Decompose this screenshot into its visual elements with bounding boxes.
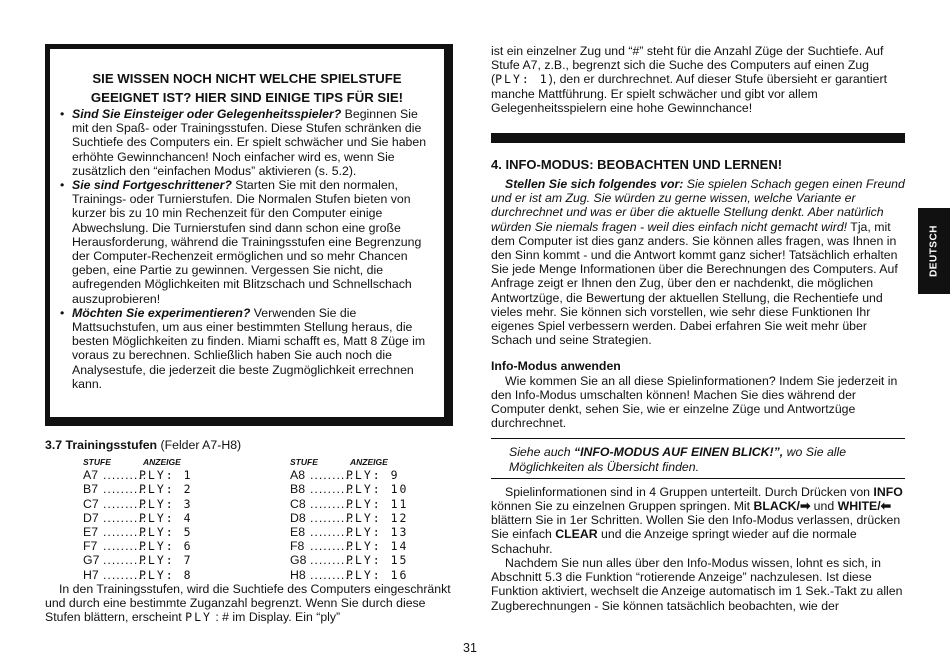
table-header xyxy=(290,457,459,468)
row-display-value: PLY: 10 xyxy=(346,482,409,497)
row-stufe: B7 xyxy=(83,482,99,497)
row-stufe: C7 xyxy=(83,496,99,511)
section-3-7 xyxy=(45,438,459,624)
bullet-dot: • xyxy=(60,107,65,121)
table-column-right xyxy=(252,457,459,582)
p1-a: Spielinformationen sind in 4 Gruppen unterteilt. Durch Drücken von xyxy=(505,484,874,499)
tip-text: Beginnen Sie mit den Spaß- oder Trainingsstufen. Diese Stufen schränken die Suchtiefe des Computers ein. Er spielt schwächer und Sie haben erhöhte Gewinnchancen! Noch einfacher wird es, wenn Sie zusätzlich den “einfachen Modus” aktivieren (s. 5.2). xyxy=(72,107,427,178)
lcd-ply-inline: PLY xyxy=(185,610,212,625)
row-dots: .......... xyxy=(103,496,148,511)
groups-paragraph xyxy=(491,485,905,556)
table-row xyxy=(290,468,459,482)
section-4-heading: 4. INFO-MODUS: BEOBACHTEN UND LERNEN! xyxy=(491,157,783,173)
table-row xyxy=(290,539,459,553)
row-dots: .......... xyxy=(310,567,355,582)
row-dots: .......... xyxy=(103,524,148,539)
intro-rest: Tja, mit dem Computer ist dies ganz anders. Sie können alles fragen, was Ihnen in den Sinn kommt - und die Antwort kommt ganz sicher! Tatsächlich erhalten Sie jede Menge Informationen über die Berechnungen des Computers. Auf Anfrage zeigt er Ihnen den Zug, über den er nachdenkt, die möglichen Antwortzüge, die Bewertung der aktuellen Stellung, die Rechentiefe und vieles mehr. Sie können sich vorstellen, wie sehr diese Funktionen Ihr eigenes Spiel verbessern werden. Dabei erfahren Sie weit mehr über Schach und seine Strategien. xyxy=(491,219,898,348)
row-display-value: PLY: 16 xyxy=(346,567,409,582)
row-stufe: D7 xyxy=(83,510,99,525)
key-info: INFO xyxy=(873,484,903,499)
tip-bullet xyxy=(60,178,434,306)
row-stufe: A7 xyxy=(83,468,99,483)
rotating-display-paragraph: Nachdem Sie nun alles über den Info-Modus wissen, lohnt es sich, in Abschnitt 5.3 die Funktion “rotierende Anzeige” nachzulesen. Ist diese Funktion aktiviert, wechselt die Anzeige automatisch im 1 Sek.-Takt zu allen Zugberechnungen - Sie können tatsächlich beobachten, wie der xyxy=(491,555,903,613)
lcd-ply-1: PLY: 1 xyxy=(495,72,549,87)
row-stufe: A8 xyxy=(290,468,306,483)
tip-text: Starten Sie mit den normalen, Trainings- oder Turnierstufen. Die Normalen Stufen bieten von kurzer bis zu 10 min Rechenzeit für den Computer einige Abwechslung. Die Turnierstufen sind dann schon eine große Herausforderung, während die Trainingsstufen eine Begrenzung der Computer-Rechenzeit ermöglichen und so mehr Chancen geben, eine Partie zu gewinnen. Vergessen Sie nicht, die aufregenden Möglichkeiten mit Blitzschach und Schnellschach auszuprobieren! xyxy=(72,178,422,306)
cont-text-a: ist ein einzelner Zug und “#” steht für die Anzahl Züge der Suchtiefe. Auf Stufe A7, z.B., begrenzt sich die Suche des Computers auf einen Zug ( xyxy=(491,44,884,87)
tip-bullet xyxy=(60,107,434,178)
note-text-a: Siehe auch xyxy=(509,445,574,460)
row-dots: .......... xyxy=(103,468,148,483)
row-stufe: C8 xyxy=(290,496,306,511)
p1-b: können Sie zu einzelnen Gruppen springen. Mit xyxy=(491,499,754,514)
tips-title xyxy=(60,69,434,107)
intro-lead: Stellen Sie sich folgendes vor: xyxy=(505,177,684,192)
row-display-value: PLY: 15 xyxy=(346,553,409,568)
table-row xyxy=(83,468,252,482)
training-text-a: In den Trainingsstufen, wird die Suchtiefe des Computers eingeschränkt und durch eine bestimmte Zuganzahl begrenzt. Wenn Sie durch diese Stufen blättern, erscheint xyxy=(45,581,451,625)
tips-title-line2: GEEIGNET IST? HIER SIND EINIGE TIPS FÜR SIE! xyxy=(90,90,404,105)
row-stufe: F8 xyxy=(290,539,305,554)
row-stufe: H8 xyxy=(290,567,306,582)
table-row xyxy=(290,568,459,582)
header-stufe: STUFE xyxy=(83,457,111,468)
row-stufe: F7 xyxy=(83,539,98,554)
section-heading-suffix: (Felder A7-H8) xyxy=(157,438,242,452)
key-white: WHITE/⬅ xyxy=(837,499,891,514)
row-stufe: B8 xyxy=(290,482,306,497)
row-display-value: PLY: 11 xyxy=(346,496,409,511)
table-row xyxy=(290,525,459,539)
row-display-value: PLY: 14 xyxy=(346,539,409,554)
row-display-value: PLY: 8 xyxy=(139,567,193,582)
row-display-value: PLY: 2 xyxy=(139,482,193,497)
row-dots: .......... xyxy=(310,468,355,483)
subsection-heading: Info-Modus anwenden xyxy=(491,359,621,374)
row-dots: .......... xyxy=(103,482,148,497)
see-also-note xyxy=(491,438,905,478)
table-row xyxy=(83,511,252,525)
row-stufe: G8 xyxy=(290,553,307,568)
section-heading-bold: 3.7 Trainingsstufen xyxy=(45,438,158,452)
row-dots: .......... xyxy=(310,553,355,568)
table-row xyxy=(290,497,459,511)
row-display-value: PLY: 5 xyxy=(139,524,193,539)
table-row xyxy=(83,568,252,582)
row-display-value: PLY: 6 xyxy=(139,539,193,554)
row-dots: .......... xyxy=(310,482,355,497)
tip-lead: Sind Sie Einsteiger oder Gelegenheitsspieler? xyxy=(72,107,342,121)
row-dots: .......... xyxy=(103,553,148,568)
tips-box xyxy=(45,44,453,426)
row-stufe: D8 xyxy=(290,510,306,525)
section-heading xyxy=(45,438,459,452)
header-anzeige: ANZEIGE xyxy=(143,457,181,468)
row-stufe: G7 xyxy=(83,553,100,568)
row-dots: .......... xyxy=(103,539,148,554)
row-display-value: PLY: 7 xyxy=(139,553,193,568)
p1-c: und xyxy=(810,499,838,514)
table-row xyxy=(290,482,459,496)
row-stufe: E8 xyxy=(290,524,306,539)
row-stufe: H7 xyxy=(83,567,99,582)
row-dots: .......... xyxy=(103,567,148,582)
table-column-left xyxy=(45,457,252,582)
row-display-value: PLY: 13 xyxy=(346,524,409,539)
row-dots: .......... xyxy=(310,524,355,539)
row-dots: .......... xyxy=(310,510,355,525)
table-header xyxy=(83,457,252,468)
key-clear: CLEAR xyxy=(555,527,598,542)
tip-lead: Möchten Sie experimentieren? xyxy=(72,305,251,320)
row-dots: .......... xyxy=(103,510,148,525)
row-display-value: PLY: 4 xyxy=(139,510,193,525)
p1-d: blättern Sie in 1er Schritten. Wollen Sie den Info-Modus verlassen, drücken Sie einfach xyxy=(491,513,901,542)
intro-italic: Sie spielen Schach gegen einen Freund und er ist am Zug. Sie würden zu gerne wissen, welche Variante er durchrechnet und was er über die aktuelle Stellung denkt. Aber natürlich würden Sie niemals fragen - weil dies einfach nicht gemacht wird! xyxy=(491,177,905,234)
key-black: BLACK/➡ xyxy=(753,499,811,514)
note-bold: “INFO-MODUS AUF EINEN BLICK!”, xyxy=(573,445,784,460)
table-row xyxy=(290,511,459,525)
language-tab xyxy=(918,208,950,294)
tip-bullet xyxy=(60,306,434,391)
row-display-value: PLY: 12 xyxy=(346,510,409,525)
table-row xyxy=(83,482,252,496)
p1-e: und die Anzeige springt wieder auf die normale Schachuhr. xyxy=(491,527,857,556)
table-row xyxy=(83,525,252,539)
table-row xyxy=(83,497,252,511)
training-levels-table xyxy=(45,457,459,582)
header-stufe: STUFE xyxy=(290,457,318,468)
subsection-paragraph: Wie kommen Sie an all diese Spielinformationen? Indem Sie jederzeit in den Info-Modus umschalten können! Machen Sie dies während der Computer denkt, sehen Sie, wie er einzelne Züge und Antwortzüge durchrechnet. xyxy=(491,373,898,431)
table-row xyxy=(290,553,459,567)
tip-lead: Sie sind Fortgeschrittener? xyxy=(72,178,232,193)
row-dots: .......... xyxy=(310,496,355,511)
intro-paragraph xyxy=(491,177,905,347)
row-display-value: PLY: 9 xyxy=(346,468,400,483)
row-display-value: PLY: 3 xyxy=(139,496,193,511)
section-rule xyxy=(491,133,905,143)
training-paragraph xyxy=(45,582,459,625)
cont-text-b: ), den er durchrechnet. Auf dieser Stufe übersieht er garantiert manche Mattführung. Er spielt schwächer und gibt vor allem Gelegenheitsspielern eine hohe Gewinnchance! xyxy=(491,72,888,115)
right-column xyxy=(491,44,905,613)
tips-title-line1: SIE WISSEN NOCH NICHT WELCHE SPIELSTUFE xyxy=(92,71,402,86)
tips-box-inner xyxy=(49,48,445,418)
table-row xyxy=(83,539,252,553)
training-text-b: : # im Display. Ein “ply” xyxy=(211,610,341,625)
left-column xyxy=(45,44,459,624)
tip-text: Verwenden Sie die Mattsuchstufen, um aus einer bestimmten Stellung heraus, die besten Möglichkeiten zu finden. Miami schafft es, Matt 8 Züge im voraus zu berechnen. Schließlich haben Sie auch noch die Analysestufe, die jederzeit die beste Zugmöglichkeit errechnen kann. xyxy=(72,305,426,391)
table-row xyxy=(83,553,252,567)
row-display-value: PLY: 1 xyxy=(139,468,193,483)
row-dots: .......... xyxy=(310,539,355,554)
note-text-b: wo Sie alle Möglichkeiten als Übersicht finden. xyxy=(509,445,847,474)
header-anzeige: ANZEIGE xyxy=(350,457,388,468)
continuation-paragraph xyxy=(491,44,905,115)
row-stufe: E7 xyxy=(83,524,99,539)
language-tab-label: DEUTSCH xyxy=(928,225,940,277)
bullet-dot: • xyxy=(60,178,65,193)
page-number: 31 xyxy=(463,641,477,655)
bullet-dot: • xyxy=(60,305,65,320)
